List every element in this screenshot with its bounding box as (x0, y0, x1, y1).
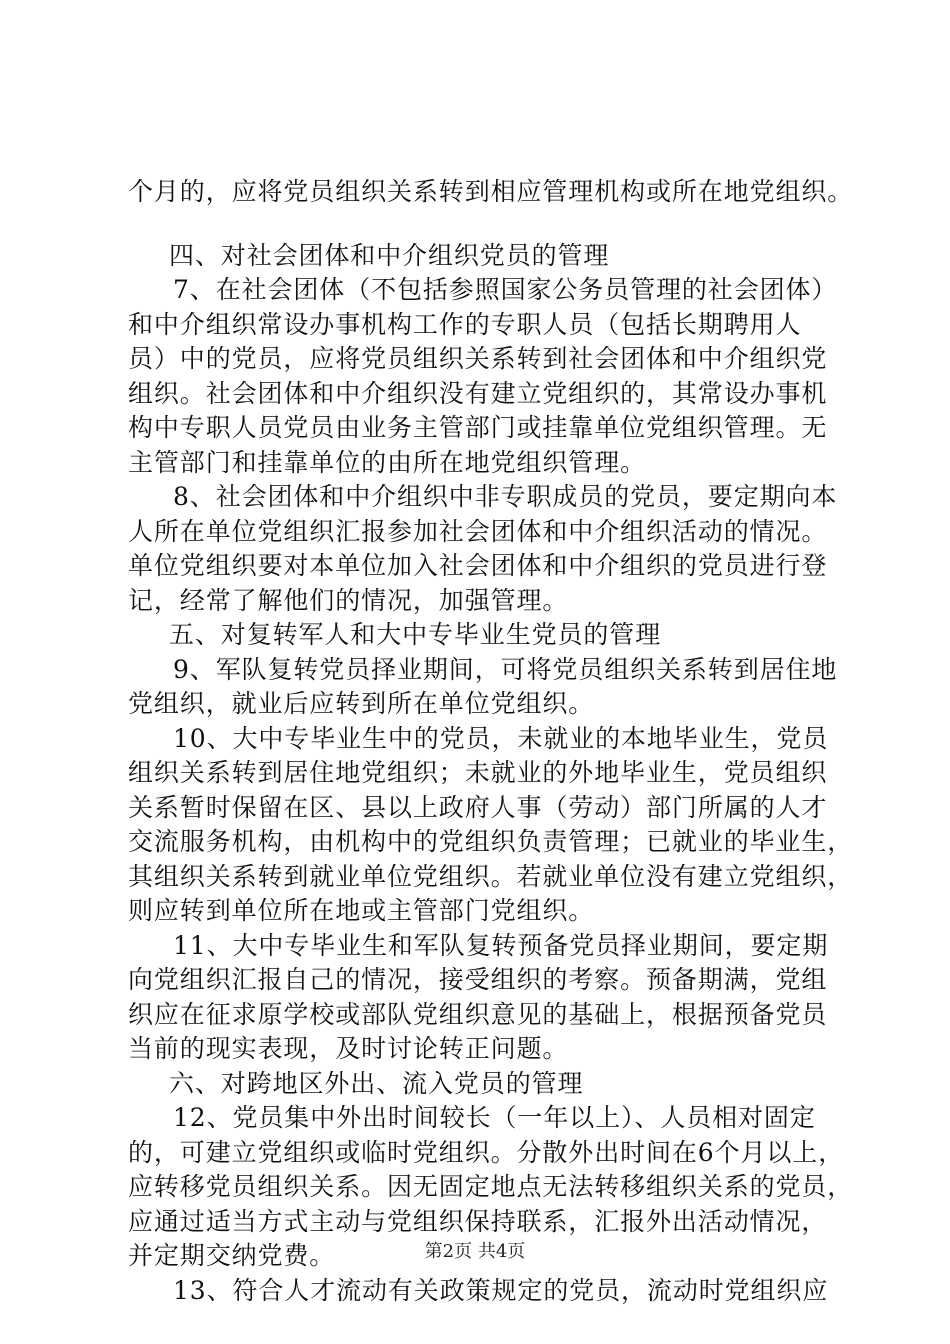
section-heading (128, 239, 846, 274)
paragraph (128, 929, 846, 1067)
text-line: 12、党员集中外出时间较长（一年以上）、人员相对固定 (173, 1103, 816, 1132)
text-line: 向党组织汇报自己的情况，接受组织的考察。预备期满，党组 (128, 965, 828, 994)
text-line: 当前的现实表现，及时讨论转正问题。 (128, 1034, 569, 1063)
text-line: 主管部门和挂靠单位的由所在地党组织管理。 (128, 447, 647, 477)
text-line: 个月的，应将党员组织关系转到相应管理机构或所在地党组织。 (128, 177, 854, 206)
paragraph (128, 480, 846, 618)
text-line: 交流服务机构，由机构中的党组织负责管理；已就业的毕业生， (128, 827, 854, 856)
text-line: 应通过适当方式主动与党组织保持联系，汇报外出活动情况， (128, 1206, 828, 1236)
paragraph (128, 1274, 846, 1309)
text-line: 11、大中专毕业生和军队复转预备党员择业期间，要定期 (173, 930, 829, 960)
text-line: 织应在征求原学校或部队党组织意见的基础上，根据预备党员 (128, 999, 828, 1029)
text-line: 单位党组织要对本单位加入社会团体和中介组织的党员进行登 (128, 551, 828, 580)
text-line: 五、对复转军人和大中专毕业生党员的管理 (169, 620, 662, 649)
paragraph (128, 273, 846, 480)
text-line: 并定期交纳党费。 (128, 1241, 336, 1270)
text-line: 组织关系转到居住地党组织；未就业的外地毕业生，党员组织 (128, 758, 828, 787)
text-line: 其组织关系转到就业单位党组织。若就业单位没有建立党组织， (128, 861, 854, 891)
text-line: 9、军队复转党员择业期间，可将党员组织关系转到居住地 (173, 654, 838, 684)
section-heading (128, 618, 846, 653)
paragraph (128, 653, 846, 722)
paragraph (128, 175, 854, 210)
text-line: 四、对社会团体和中介组织党员的管理 (169, 240, 610, 270)
text-line: 10、大中专毕业生中的党员，未就业的本地毕业生，党员 (173, 723, 829, 753)
text-line: 7、在社会团体（不包括参照国家公务员管理的社会团体） (173, 275, 838, 304)
text-line: 组织。社会团体和中介组织没有建立党组织的，其常设办事机 (128, 378, 828, 408)
text-line: 则应转到单位所在地或主管部门党组织。 (128, 896, 595, 925)
document-body (128, 175, 854, 1308)
text-line: 党组织，就业后应转到所在单位党组织。 (128, 689, 595, 718)
text-line: 人所在单位党组织汇报参加社会团体和中介组织活动的情况。 (128, 516, 828, 546)
text-line: 关系暂时保留在区、县以上政府人事（劳动）部门所属的人才 (128, 792, 828, 822)
text-line: 13、符合人才流动有关政策规定的党员，流动时党组织应 (173, 1275, 829, 1305)
text-line: 8、社会团体和中介组织中非专职成员的党员，要定期向本 (173, 482, 838, 511)
text-line: 员）中的党员，应将党员组织关系转到社会团体和中介组织党 (128, 344, 828, 373)
text-line: 和中介组织常设办事机构工作的专职人员（包括长期聘用人 (128, 309, 802, 339)
text-line: 的，可建立党组织或临时党组织。分散外出时间在6个月以上， (128, 1137, 845, 1167)
page-footer: 第2页 共4页 (424, 1241, 526, 1262)
paragraph (128, 722, 854, 929)
text-line: 六、对跨地区外出、流入党员的管理 (169, 1068, 584, 1098)
section-heading (128, 1067, 846, 1102)
text-line: 记，经常了解他们的情况，加强管理。 (128, 585, 569, 615)
paragraph-spacer (128, 210, 846, 239)
text-line: 构中专职人员党员由业务主管部门或挂靠单位党组织管理。无 (128, 413, 828, 442)
text-line: 应转移党员组织关系。因无固定地点无法转移组织关系的党员， (128, 1172, 854, 1201)
